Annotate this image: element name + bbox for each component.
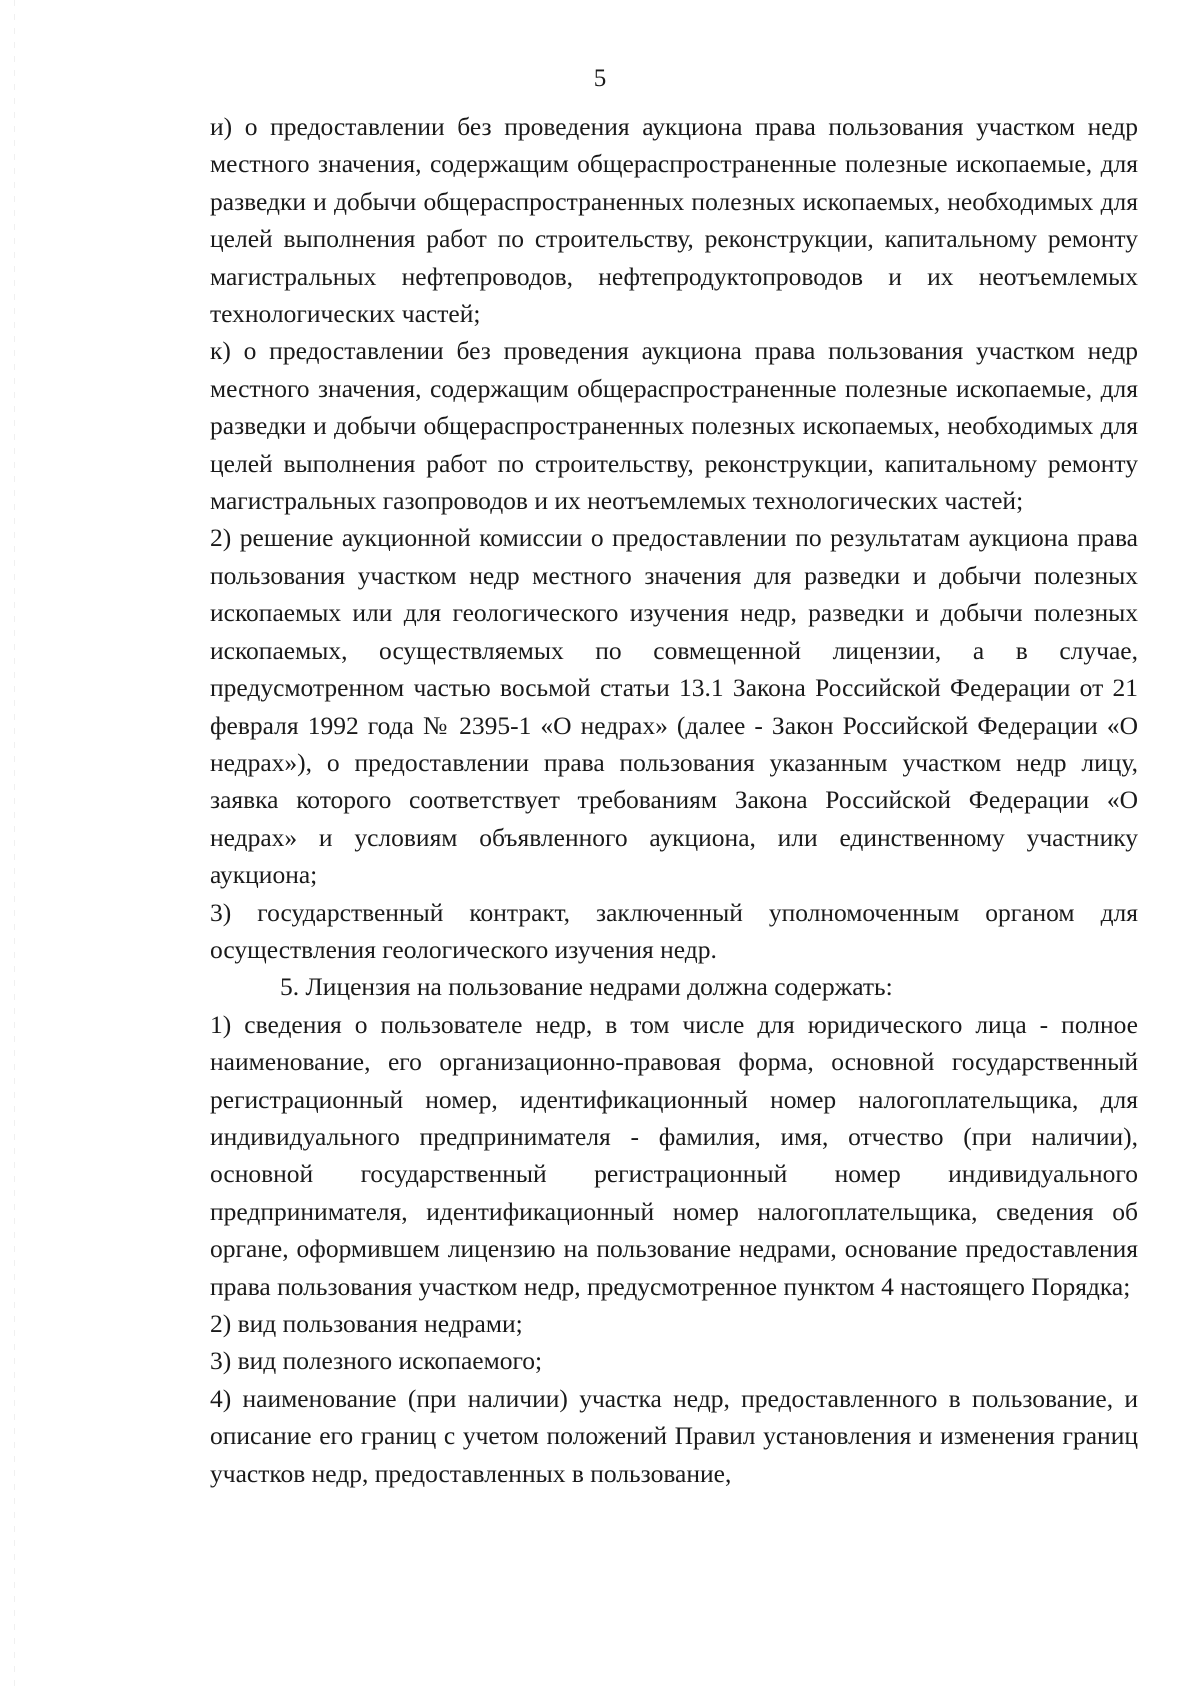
paragraph-list-3: 3) вид полезного ископаемого; [210, 1346, 543, 1376]
page-number: 5 [593, 65, 607, 92]
paragraph-item-3: 3) государственный контракт, заключенный уполномоченным органом для осуществления геологического изучения недр. [210, 897, 1138, 964]
scan-edge-decoration [14, 0, 15, 1686]
paragraph-item-k: к) о предоставлении без проведения аукциона права пользования участком недр местного значения, содержащим общераспространенные полезные ископаемые, для разведки и добычи общераспространенных полезных ископаемых, необходимых для целей выполнения работ по строительству, реконструкции, капитальному ремонту магистральных газопроводов и их неотъемлемых технологических частей; [210, 336, 1138, 516]
paragraph-list-4: 4) наименование (при наличии) участка недр, предоставленного в пользование, и описание его границ с учетом положений Правил установления и изменения границ участков недр, предоставленных в пользование, [210, 1383, 1138, 1488]
paragraph-list-1: 1) сведения о пользователе недр, в том числе для юридического лица - полное наименование, его организационно-правовая форма, основной государственный регистрационный номер, идентификационный номер налогоплательщика, для индивидуального предпринимателя - фамилия, имя, отчество (при наличии), основной государственный регистрационный номер индивидуального предпринимателя, идентификационный номер налогоплательщика, сведения об органе, оформившем лицензию на пользование недрами, основание предоставления права пользования участком недр, предусмотренное пунктом 4 настоящего Порядка; [210, 1009, 1138, 1301]
paragraph-section-5: 5. Лицензия на пользование недрами должна содержать: [280, 972, 893, 1002]
paragraph-item-2: 2) решение аукционной комиссии о предоставлении по результатам аукциона права пользования участком недр местного значения для разведки и добычи полезных ископаемых или для геологического изучения недр, разведки и добычи полезных ископаемых, осуществляемых по совмещенной лицензии, а в случае, предусмотренном частью восьмой статьи 13.1 Закона Российской Федерации от 21 февраля 1992 года № 2395-1 «О недрах» (далее - Закон Российской Федерации «О недрах»), о предоставлении права пользования указанным участком недр лицу, заявка которого соответствует требованиям Закона Российской Федерации «О недрах» и условиям объявленного аукциона, или единственному участнику аукциона; [210, 523, 1138, 890]
document-body [210, 108, 1138, 1492]
paragraph-item-i: и) о предоставлении без проведения аукциона права пользования участком недр местного значения, содержащим общераспространенные полезные ископаемые, для разведки и добычи общераспространенных полезных ископаемых, необходимых для целей выполнения работ по строительству, реконструкции, капитальному ремонту магистральных нефтепроводов, нефтепродуктопроводов и их неотъемлемых технологических частей; [210, 112, 1138, 329]
paragraph-list-2: 2) вид пользования недрами; [210, 1309, 523, 1338]
